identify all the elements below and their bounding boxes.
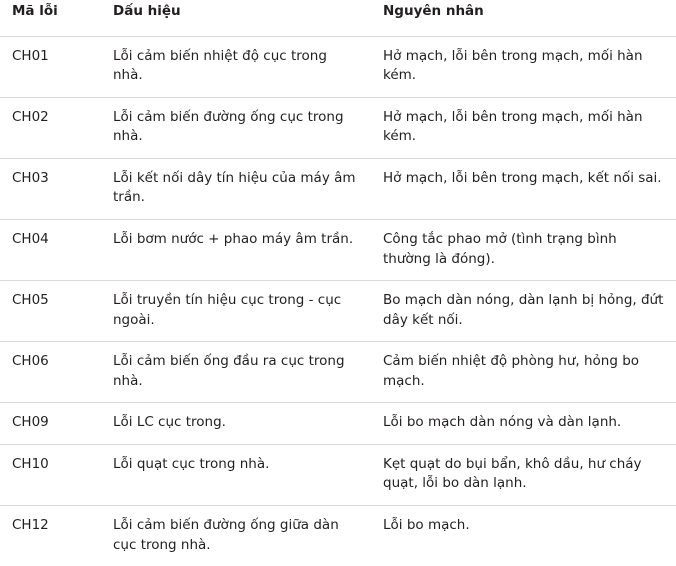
cell-error-code: CH09 [0, 403, 101, 445]
cell-error-code: CH06 [0, 342, 101, 403]
cell-error-code: CH01 [0, 36, 101, 97]
table-row [0, 158, 676, 219]
column-header-cause: Nguyên nhân [371, 0, 676, 36]
cell-cause: Lỗi bo mạch dàn nóng và dàn lạnh. [371, 403, 676, 445]
cell-cause: Công tắc phao mở (tình trạng bình thường là đóng). [371, 219, 676, 280]
table-row [0, 97, 676, 158]
cell-sign: Lỗi LC cục trong. [101, 403, 371, 445]
cell-sign: Lỗi cảm biến ống đầu ra cục trong nhà. [101, 342, 371, 403]
cell-cause: Kẹt quạt do bụi bẩn, khô dầu, hư cháy quạt, lỗi bo dàn lạnh. [371, 444, 676, 505]
cell-cause: Lỗi bo mạch. [371, 506, 676, 566]
table-row [0, 444, 676, 505]
cell-sign: Lỗi quạt cục trong nhà. [101, 444, 371, 505]
cell-cause: Hở mạch, lỗi bên trong mạch, kết nối sai. [371, 158, 676, 219]
cell-error-code: CH12 [0, 506, 101, 566]
cell-cause: Hở mạch, lỗi bên trong mạch, mối hàn kém. [371, 97, 676, 158]
cell-sign: Lỗi truyền tín hiệu cục trong - cục ngoài. [101, 281, 371, 342]
table-row [0, 281, 676, 342]
table-body [0, 36, 676, 566]
cell-error-code: CH03 [0, 158, 101, 219]
table-row [0, 342, 676, 403]
cell-cause: Cảm biến nhiệt độ phòng hư, hỏng bo mạch. [371, 342, 676, 403]
table-row [0, 403, 676, 445]
cell-sign: Lỗi cảm biến đường ống giữa dàn cục trong nhà. [101, 506, 371, 566]
cell-error-code: CH02 [0, 97, 101, 158]
table-row [0, 36, 676, 97]
cell-error-code: CH04 [0, 219, 101, 280]
cell-sign: Lỗi cảm biến nhiệt độ cục trong nhà. [101, 36, 371, 97]
table-header [0, 0, 676, 36]
cell-sign: Lỗi bơm nước + phao máy âm trần. [101, 219, 371, 280]
cell-error-code: CH10 [0, 444, 101, 505]
column-header-code: Mã lỗi [0, 0, 101, 36]
cell-sign: Lỗi cảm biến đường ống cục trong nhà. [101, 97, 371, 158]
cell-sign: Lỗi kết nối dây tín hiệu của máy âm trần. [101, 158, 371, 219]
table-row [0, 219, 676, 280]
cell-cause: Hở mạch, lỗi bên trong mạch, mối hàn kém. [371, 36, 676, 97]
cell-cause: Bo mạch dàn nóng, dàn lạnh bị hỏng, đứt dây kết nối. [371, 281, 676, 342]
cell-error-code: CH05 [0, 281, 101, 342]
table-row [0, 506, 676, 566]
table-header-row [0, 0, 676, 36]
column-header-sign: Dấu hiệu [101, 0, 371, 36]
